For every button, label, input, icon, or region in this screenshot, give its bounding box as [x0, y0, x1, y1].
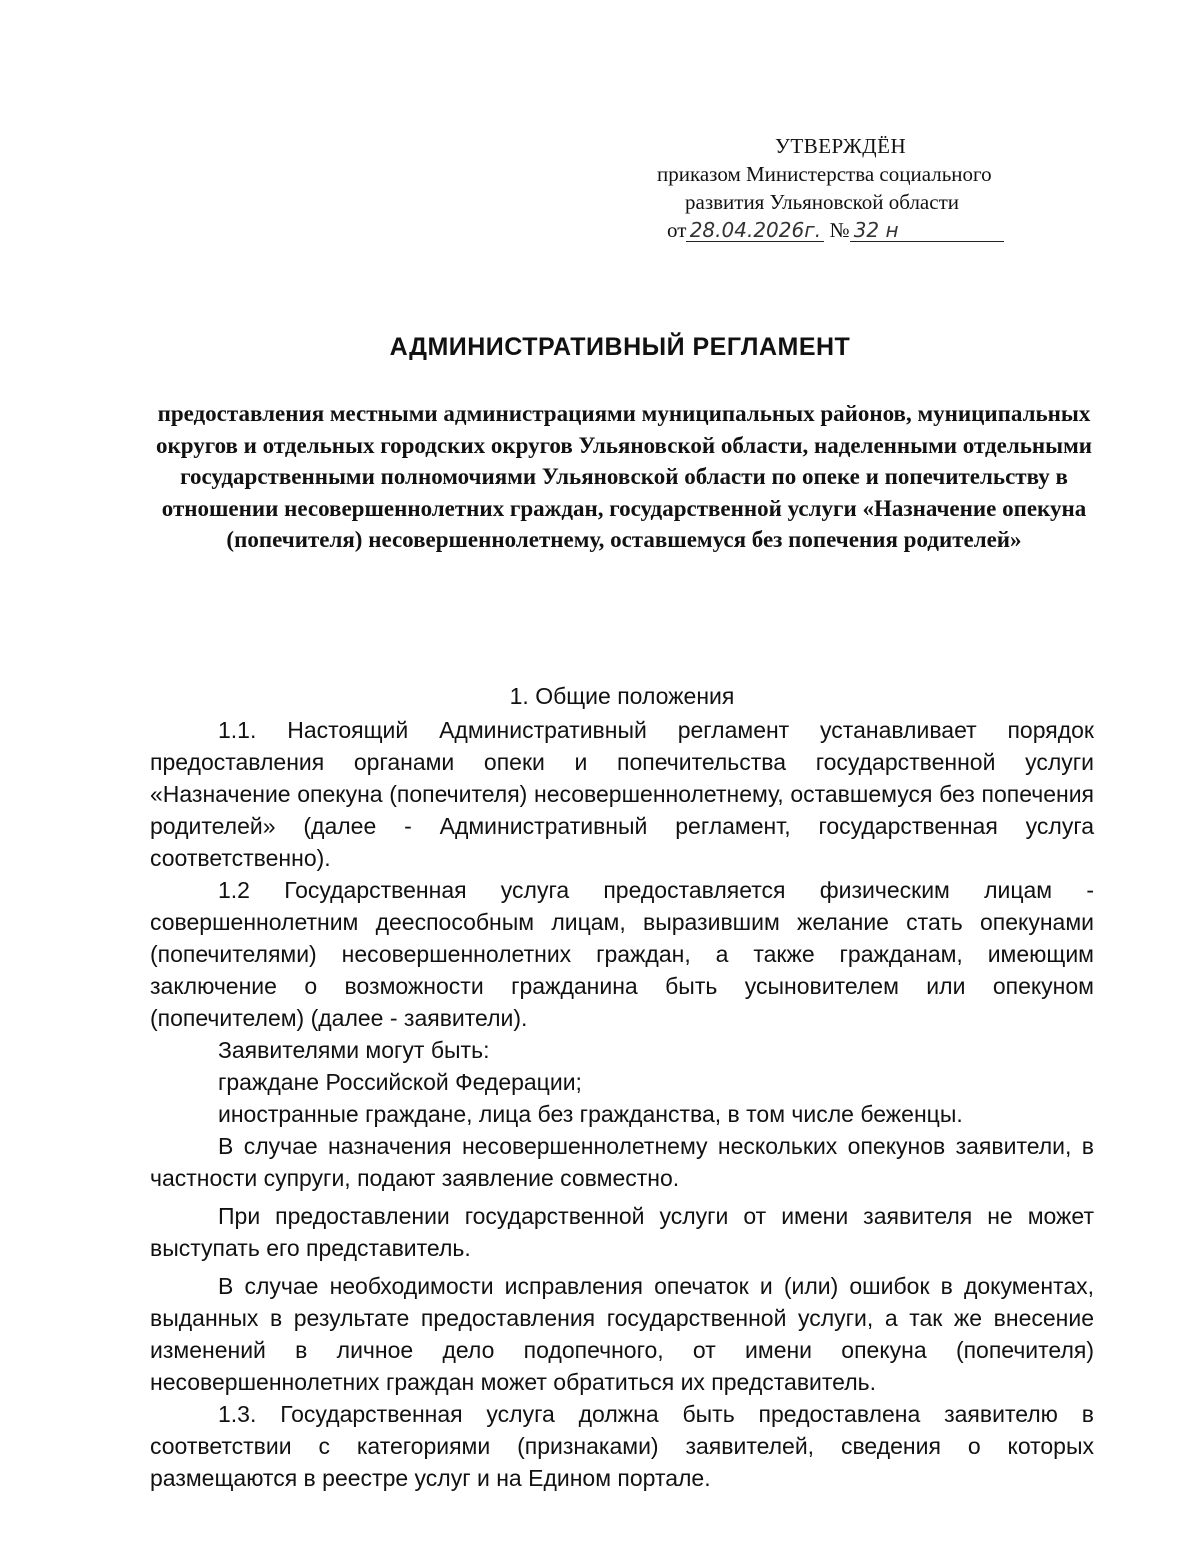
approval-stamp [600, 132, 1100, 244]
document-title: АДМИНИСТРАТИВНЫЙ РЕГЛАМЕНТ [389, 333, 851, 361]
paragraph: 1.3. Государственная услуга должна быть предоставлена заявителю в соответствии с категориями (признаками) заявителей, сведения о которых размещаются в реестре услуг и на Едином портале. [150, 1401, 1094, 1491]
section-body [150, 714, 1094, 1494]
approval-title: УТВЕРЖДЁН [775, 134, 907, 158]
paragraph: иностранные граждане, лица без гражданства, в том числе беженцы. [218, 1101, 963, 1127]
order-number: 32 н [850, 219, 1004, 242]
paragraph: В случае необходимости исправления опечаток и (или) ошибок в документах, выданных в результате предоставления государственной услуги, а так же внесение изменений в личное дело подопечного, от имени опекуна (попечителя) несовершеннолетних граждан может обратиться их представитель. [150, 1273, 1094, 1395]
order-prefix: от [667, 218, 687, 242]
paragraph: 1.2 Государственная услуга предоставляется физическим лицам - совершеннолетним дееспособным лицам, выразившим желание стать опекунами (попечителями) несовершеннолетних граждан, а также гражданам, имеющим заключение о возможности гражданина быть усыновителем или опекуном (попечителем) (далее - заявители). [150, 877, 1094, 1031]
order-date: 28.04.2026г. [686, 219, 824, 242]
paragraph: В случае назначения несовершеннолетнему нескольких опекунов заявители, в частности супруги, подают заявление совместно. [150, 1133, 1094, 1191]
approval-by: приказом Министерства социального [657, 162, 992, 186]
document-subtitle: предоставления местными администрациями муниципальных районов, муниципальных округов и отдельных городских округов Ульяновской области, наделенными отдельными государственными полномочиями Ульяновской области по опеке и попечительству в отношении несовершеннолетних граждан, государственной услуги «Назначение опекуна (попечителя) несовершеннолетнему, оставшемуся без попечения родителей» [155, 401, 1093, 552]
paragraph: Заявителями могут быть: [218, 1037, 490, 1063]
paragraph: При предоставлении государственной услуги от имени заявителя не может выступать его представитель. [150, 1203, 1094, 1261]
approval-order-line [600, 216, 1100, 244]
approval-dept: развития Ульяновской области [685, 190, 959, 214]
section-heading: 1. Общие положения [509, 683, 735, 709]
paragraph: граждане Российской Федерации; [218, 1069, 582, 1095]
paragraph: 1.1. Настоящий Административный регламент устанавливает порядок предоставления органами опеки и попечительства государственной услуги «Назначение опекуна (попечителя) несовершеннолетнему, оставшемуся без попечения родителей» (далее - Административный регламент, государственная услуга соответственно). [150, 717, 1094, 871]
number-sign: № [829, 218, 850, 242]
